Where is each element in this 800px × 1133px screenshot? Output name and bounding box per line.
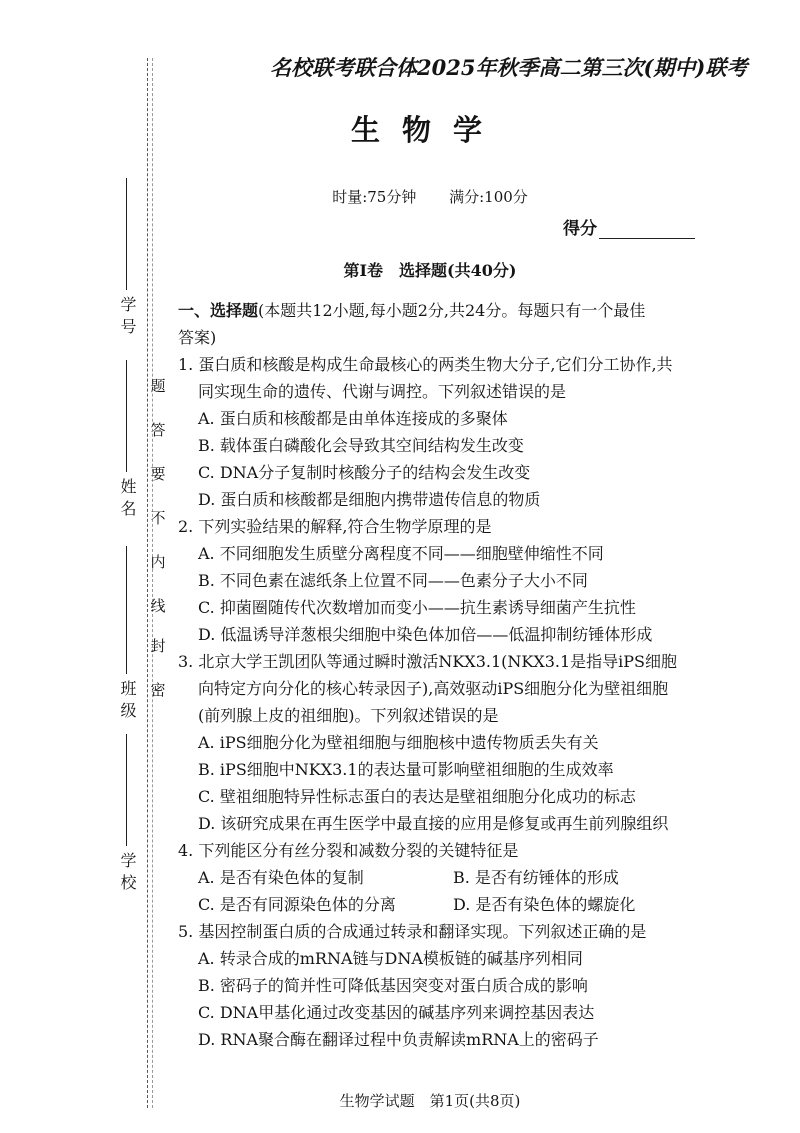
section-title: 一、选择题 xyxy=(178,301,259,320)
option: A. 不同细胞发生质壁分离程度不同——细胞壁伸缩性不同 xyxy=(198,544,604,563)
option: B. 不同色素在滤纸条上位置不同——色素分子大小不同 xyxy=(198,571,588,590)
question-stem-cont: (前列腺上皮的祖细胞)。下列叙述错误的是 xyxy=(198,706,499,725)
question-stem: 3. 北京大学王凯团队等通过瞬时激活NKX3.1(NKX3.1是指导iPS细胞 xyxy=(178,652,678,671)
seal-char: 封 xyxy=(150,637,166,655)
option: C. DNA甲基化通过改变基因的碱基序列来调控基因表达 xyxy=(198,1003,595,1022)
option: C. 壁祖细胞特异性标志蛋白的表达是壁祖细胞分化成功的标志 xyxy=(198,787,636,806)
school-label: 学校 xyxy=(118,852,137,896)
option: B. iPS细胞中NKX3.1的表达量可影响壁祖细胞的生成效率 xyxy=(198,760,614,779)
binding-dashed-line-inner xyxy=(152,58,153,1108)
score-box xyxy=(563,214,695,239)
section-note-cont: 答案) xyxy=(178,328,217,347)
option: B. 载体蛋白磷酸化会导致其空间结构发生改变 xyxy=(198,436,524,455)
option: C. 抑菌圈随传代次数增加而变小——抗生素诱导细菌产生抗性 xyxy=(198,598,636,617)
option: C. DNA分子复制时核酸分子的结构会发生改变 xyxy=(198,463,531,482)
school-blank xyxy=(126,734,127,846)
seal-char: 内 xyxy=(150,553,166,571)
exam-meta xyxy=(0,186,800,207)
option: B. 是否有纺锤体的形成 xyxy=(453,868,619,887)
full-score: 满分:100分 xyxy=(449,188,528,206)
seal-char: 不 xyxy=(150,509,166,527)
option: A. 蛋白质和核酸都是由单体连接成的多聚体 xyxy=(198,409,508,428)
seal-char: 线 xyxy=(150,597,166,615)
option: A. iPS细胞分化为壁祖细胞与细胞核中遗传物质丢失有关 xyxy=(198,733,599,752)
option: A. 是否有染色体的复制 xyxy=(198,868,364,887)
seal-char: 答 xyxy=(150,421,166,439)
class-label: 班级 xyxy=(118,680,137,724)
option: D. 低温诱导洋葱根尖细胞中染色体加倍——低温抑制纺锤体形成 xyxy=(198,625,653,644)
name-label: 姓名 xyxy=(118,478,137,522)
question-stem: 2. 下列实验结果的解释,符合生物学原理的是 xyxy=(178,517,492,536)
score-blank xyxy=(599,222,695,239)
seal-char: 题 xyxy=(150,377,166,395)
question-stem-cont: 同实现生命的遗传、代谢与调控。下列叙述错误的是 xyxy=(198,382,567,401)
time-limit: 时量:75分钟 xyxy=(332,188,417,206)
subject-title: 生物学 xyxy=(350,113,504,147)
option: D. 是否有染色体的螺旋化 xyxy=(453,895,636,914)
section-heading xyxy=(178,298,645,321)
option: C. 是否有同源染色体的分离 xyxy=(198,895,396,914)
name-blank xyxy=(126,360,127,472)
question-stem: 1. 蛋白质和核酸是构成生命最核心的两类生物大分子,它们分工协作,共 xyxy=(178,355,673,374)
section-note: (本题共12小题,每小题2分,共24分。每题只有一个最佳 xyxy=(258,301,646,320)
score-label: 得分 xyxy=(563,219,597,239)
option: D. RNA聚合酶在翻译过程中负责解读mRNA上的密码子 xyxy=(198,1030,599,1049)
seal-char: 密 xyxy=(150,681,166,699)
question-stem: 5. 基因控制蛋白质的合成通过转录和翻译实现。下列叙述正确的是 xyxy=(178,922,647,941)
class-blank xyxy=(126,546,127,674)
student-id-label: 学号 xyxy=(118,296,137,340)
question-stem: 4. 下列能区分有丝分裂和减数分裂的关键特征是 xyxy=(178,841,519,860)
exam-title: 名校联考联合体2025年秋季高二第三次(期中)联考 xyxy=(270,55,748,80)
option: D. 该研究成果在再生医学中最直接的应用是修复或再生前列腺组织 xyxy=(198,814,669,833)
seal-char: 要 xyxy=(150,465,166,483)
page-footer: 生物学试题 第1页(共8页) xyxy=(339,1092,521,1110)
binding-dashed-line xyxy=(147,58,148,1108)
option: B. 密码子的简并性可降低基因突变对蛋白质合成的影响 xyxy=(198,976,588,995)
option: D. 蛋白质和核酸都是细胞内携带遗传信息的物质 xyxy=(198,490,541,509)
option: A. 转录合成的mRNA链与DNA模板链的碱基序列相同 xyxy=(198,949,583,968)
question-stem-cont: 向特定方向分化的核心转录因子),高效驱动iPS细胞分化为壁祖细胞 xyxy=(198,679,669,698)
part-title: 第Ⅰ卷 选择题(共40分) xyxy=(343,261,517,280)
